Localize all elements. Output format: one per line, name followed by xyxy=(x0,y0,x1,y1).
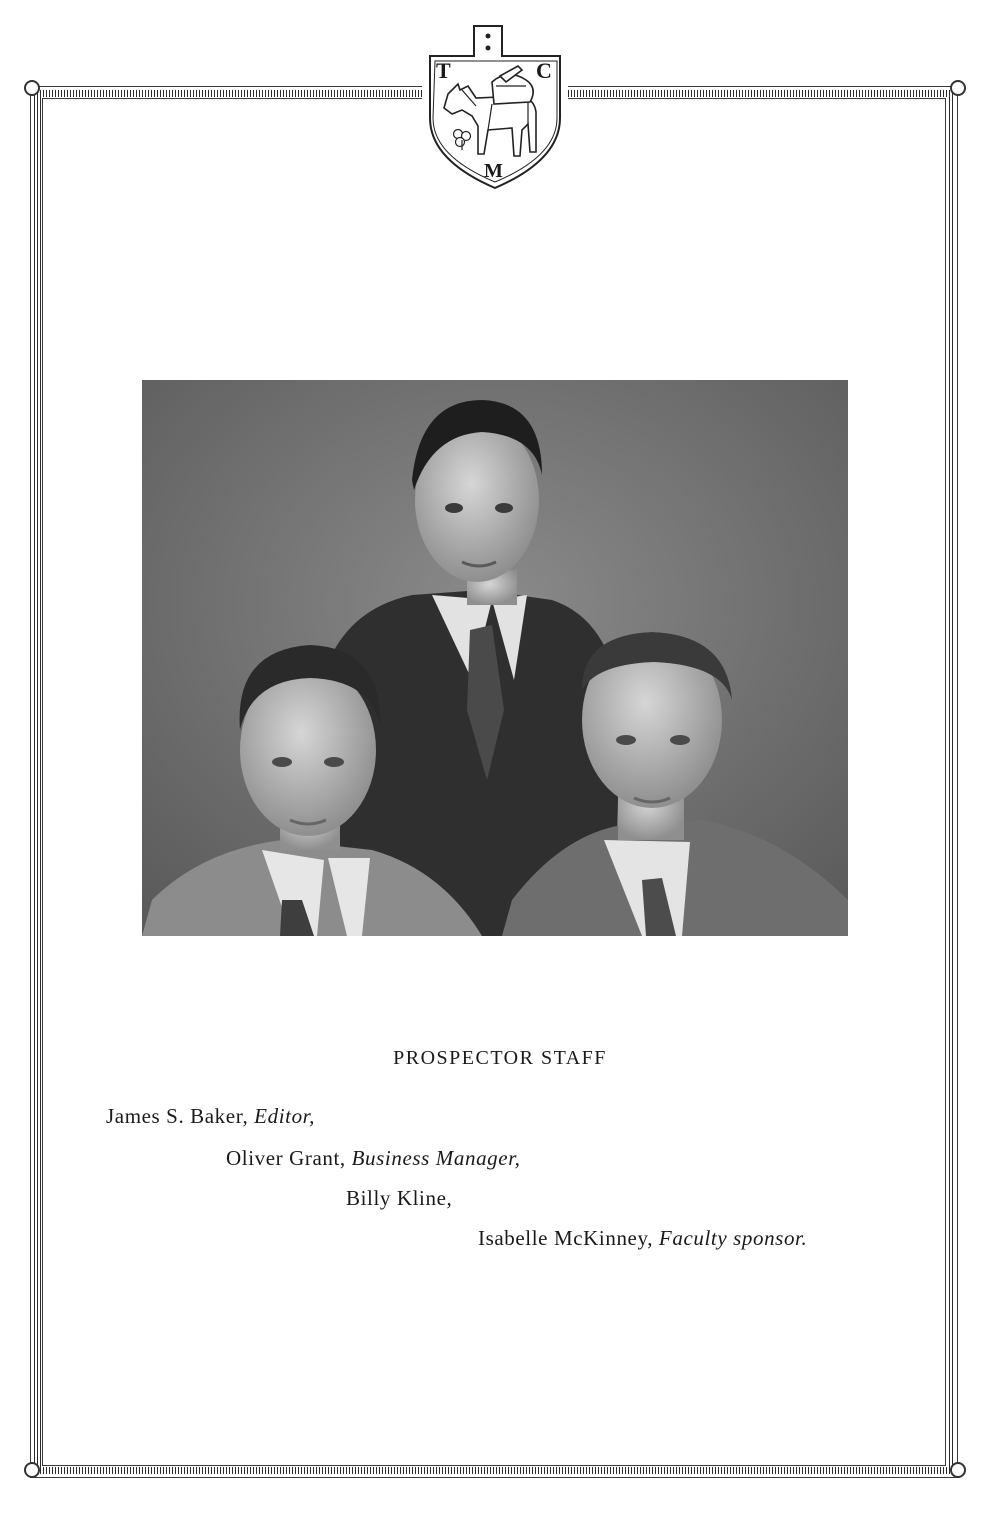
staff-entry-business-manager xyxy=(226,1146,520,1171)
page-title: PROSPECTOR STAFF xyxy=(393,1047,607,1069)
border-corner-top-right xyxy=(950,80,966,96)
portrait-illustration xyxy=(142,380,848,936)
border-corner-bottom-right xyxy=(950,1462,966,1478)
crest-letter-c: C xyxy=(536,58,552,83)
staff-name: Oliver Grant, xyxy=(226,1146,346,1170)
staff-name: James S. Baker, xyxy=(106,1104,249,1128)
group-portrait-photo xyxy=(142,380,848,936)
staff-entry-faculty-sponsor xyxy=(478,1226,807,1251)
crest-letter-t: T xyxy=(436,58,451,83)
burro-crest-icon xyxy=(422,20,568,192)
staff-entry-member xyxy=(346,1186,452,1211)
staff-entry-editor xyxy=(106,1104,315,1129)
staff-role: Faculty sponsor. xyxy=(658,1226,808,1250)
staff-role: Editor, xyxy=(254,1104,315,1128)
border-corner-top-left xyxy=(24,80,40,96)
staff-name: Isabelle McKinney, xyxy=(478,1226,654,1250)
staff-name: Billy Kline, xyxy=(346,1186,453,1210)
staff-role: Business Manager, xyxy=(351,1146,521,1170)
crest-letter-m: M xyxy=(484,160,503,182)
border-corner-bottom-left xyxy=(24,1462,40,1478)
